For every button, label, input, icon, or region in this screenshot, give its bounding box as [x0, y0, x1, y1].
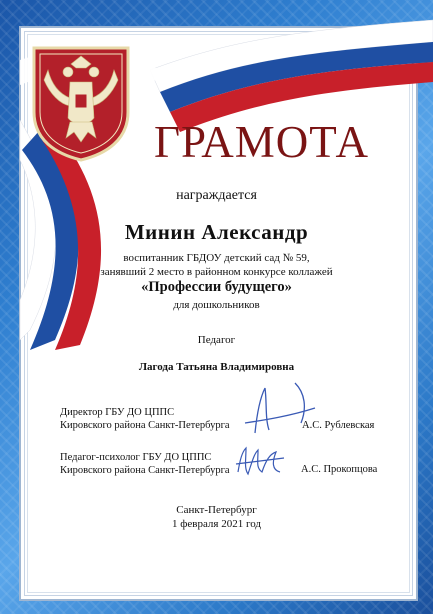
psychologist-signature [232, 442, 287, 482]
certificate-title: ГРАМОТА [153, 117, 370, 167]
city: Санкт-Петербург [176, 504, 257, 516]
teacher-label: Педагог [197, 334, 236, 346]
director-title-line-1: Директор ГБУ ДО ЦППС [60, 407, 175, 418]
description-line-2: занявший 2 место в районном конкурсе коллажей [100, 266, 333, 278]
director-title [60, 406, 230, 432]
psychologist-title-line-1: Педагог-психолог ГБУ ДО ЦППС [60, 452, 212, 463]
description-line-1: воспитанник ГБДОУ детский сад № 59, [123, 252, 310, 264]
director-name: А.С. Рублевская [302, 420, 375, 431]
psychologist-title [60, 451, 230, 477]
awarded-label: награждается [176, 188, 257, 203]
contest-name: «Профессии будущего» [141, 279, 292, 295]
psychologist-title-line-2: Кировского района Санкт-Петербурга [60, 465, 230, 476]
date: 1 февраля 2021 год [172, 518, 261, 530]
psychologist-name: А.С. Прокопцова [301, 464, 378, 475]
teacher-name: Лагода Татьяна Владимировна [138, 361, 295, 373]
director-signature [235, 378, 325, 438]
director-title-line-2: Кировского района Санкт-Петербурга [60, 420, 230, 431]
recipient-name: Минин Александр [124, 220, 309, 244]
description-line-3: для дошкольников [173, 299, 260, 311]
